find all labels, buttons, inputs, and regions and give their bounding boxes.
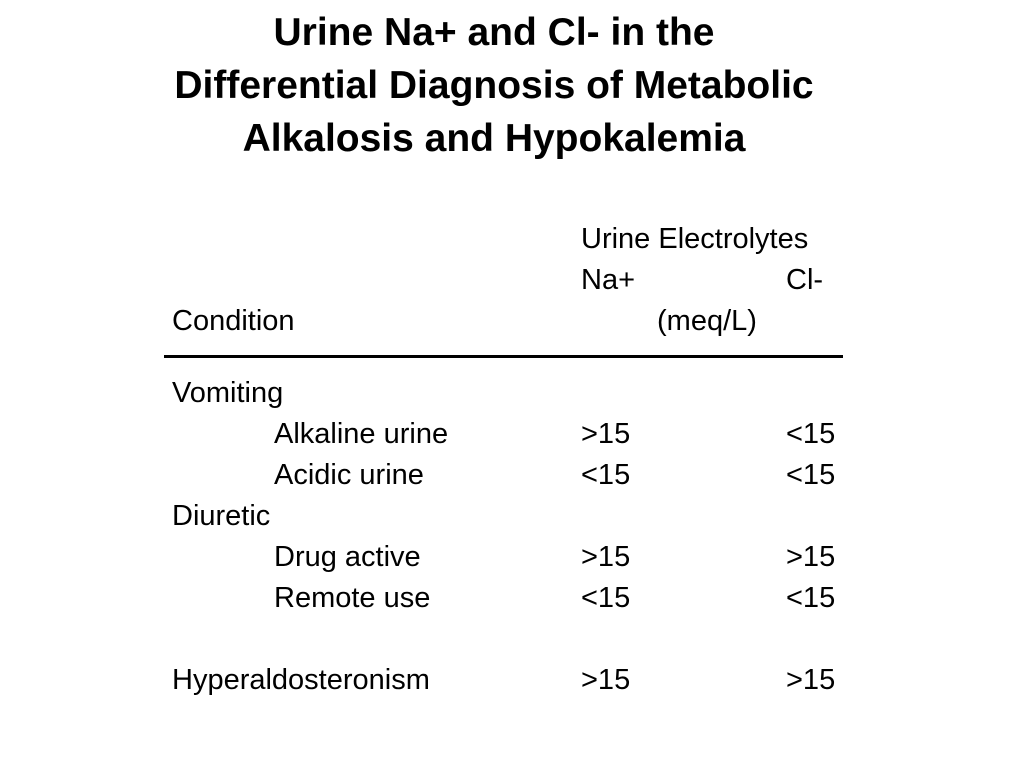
row-label-drug-active: Drug active	[274, 541, 421, 573]
header-divider	[164, 355, 843, 358]
row-label-alkaline-urine: Alkaline urine	[274, 418, 449, 450]
group-label-diuretic: Diuretic	[172, 500, 271, 532]
alkaline-urine-cl-value: <15	[786, 418, 836, 450]
row-label-remote-use: Remote use	[274, 582, 431, 614]
title-line-1: Urine Na+ and Cl- in the	[273, 11, 715, 54]
acidic-urine-cl-value: <15	[786, 459, 836, 491]
title-line-2: Differential Diagnosis of Metabolic	[174, 64, 814, 107]
row-label-hyperaldosteronism: Hyperaldosteronism	[172, 664, 430, 696]
title-line-3: Alkalosis and Hypokalemia	[242, 117, 746, 160]
condition-column-header: Condition	[172, 305, 295, 337]
cl-column-header: Cl-	[786, 264, 824, 296]
hyperaldosteronism-na-value: >15	[581, 664, 631, 696]
group-label-vomiting: Vomiting	[172, 377, 284, 409]
hyperaldosteronism-cl-value: >15	[786, 664, 836, 696]
urine-electrolytes-header: Urine Electrolytes	[581, 223, 809, 255]
slide-title	[0, 6, 988, 165]
drug-active-na-value: >15	[581, 541, 631, 573]
acidic-urine-na-value: <15	[581, 459, 631, 491]
remote-use-cl-value: <15	[786, 582, 836, 614]
row-label-acidic-urine: Acidic urine	[274, 459, 424, 491]
units-label: (meq/L)	[657, 305, 757, 337]
remote-use-na-value: <15	[581, 582, 631, 614]
na-column-header: Na+	[581, 264, 636, 296]
alkaline-urine-na-value: >15	[581, 418, 631, 450]
drug-active-cl-value: >15	[786, 541, 836, 573]
